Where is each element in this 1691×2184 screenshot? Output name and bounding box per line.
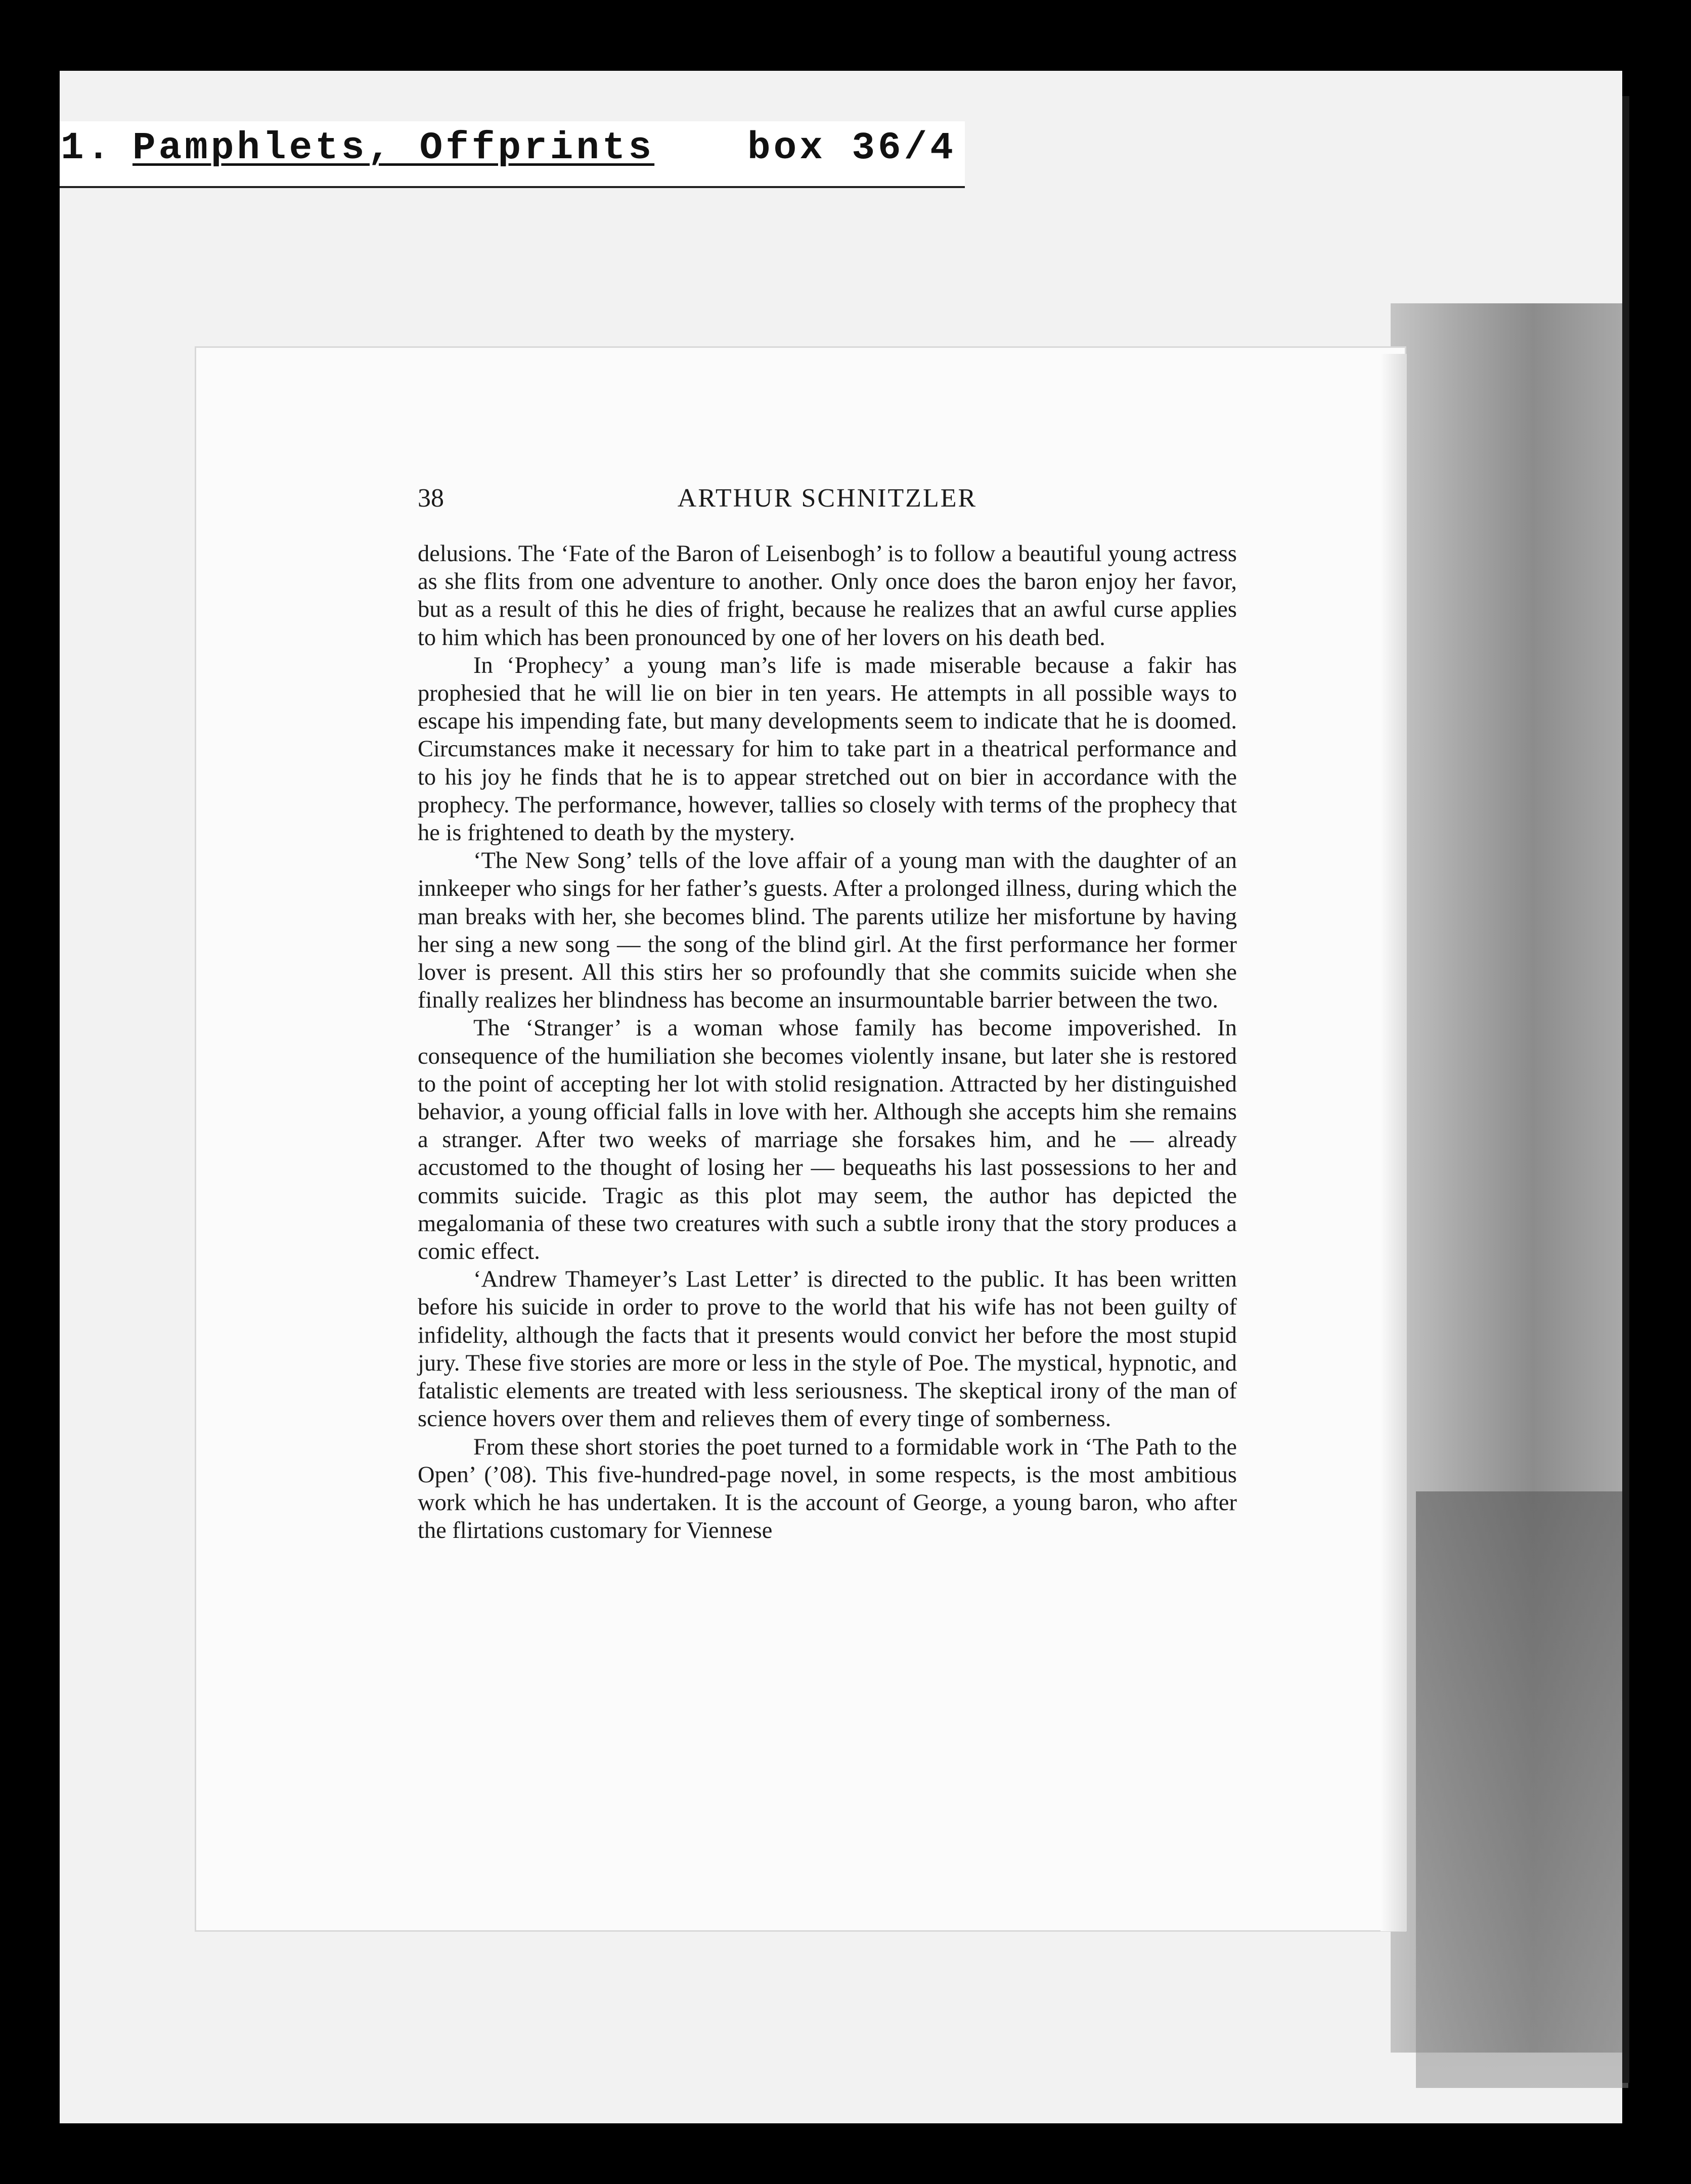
paragraph: delusions. The ‘Fate of the Baron of Leisenbogh’ is to follow a beautiful young actress as she flits from one adventure to another. Only once does the baron enjoy her favor, but as a result of this he dies of fright, because he realizes that an awful curse applies to him which has been pronounced by one of her lovers on his death bed. (418, 541, 1237, 651)
board-right-edge (1622, 96, 1629, 2083)
archive-box-number: box 36/4 (747, 126, 956, 170)
paragraph: ‘The New Song’ tells of the love affair of a young man with the daughter of an innkeeper who sings for her father’s guests. After a prolonged illness, during which the man breaks with her, she becomes blind. The parents utilize her misfortune by having her sing a new song — the song of the blind girl. At the first performance her former lover is present. All this stirs her so profoundly that she commits suicide when she finally realizes her blindness has become an insurmountable barrier between the two. (418, 848, 1237, 1014)
archive-label-title: Pamphlets, Offprints (132, 126, 655, 170)
archive-label-number: 1. (61, 126, 113, 170)
page-edge-shadow (1381, 354, 1407, 1931)
document-page (196, 348, 1405, 1930)
backing-shadow-lower (1416, 1491, 1628, 2088)
paragraph: From these short stories the poet turned to a formidable work in ‘The Path to the Open’ (’08). This five-hundred-page novel, in some respects, is the most ambitious work which he has undertaken. It is the account of George, a young baron, who after the flirtations customary for Viennese (418, 1434, 1237, 1544)
body-text (418, 540, 1237, 1544)
page-number: 38 (418, 484, 444, 513)
paragraph: The ‘Stranger’ is a woman whose family has become impoverished. In consequence of the humiliation she becomes violently insane, but later she is restored to the point of accepting her lot with stolid resignation. Attracted by her distinguished behavior, a young official falls in love with her. Although she accepts him she remains a stranger. After two weeks of marriage she forsakes him, and he — already accustomed to the thought of losing her — bequeaths his last possessions to her and commits suicide. Tragic as this plot may seem, the author has depicted the megalomania of these two creatures with such a subtle irony that the story produces a comic effect. (418, 1015, 1237, 1265)
paragraph: ‘Andrew Thameyer’s Last Letter’ is directed to the public. It has been written before his suicide in order to prove to the world that his wife has not been guilty of infidelity, although the facts that it presents would convict her before the most stupid jury. These five stories are more or less in the style of Poe. The mystical, hypnotic, and fatalistic elements are treated with less seriousness. The skeptical irony of the man of science hovers over them and relieves them of every tinge of somberness. (418, 1266, 1237, 1432)
paragraph: In ‘Prophecy’ a young man’s life is made miserable because a fakir has prophesied that he will lie on bier in ten years. He attempts in all possible ways to escape his impending fate, but many developments seem to indicate that he is doomed. Circumstances make it necessary for him to take part in a theatrical performance and to his joy he finds that he is to appear stretched out on bier in accordance with the prophecy. The performance, however, tallies so closely with terms of the prophecy that he is frightened to death by the mystery. (418, 652, 1237, 846)
page-header (418, 483, 1237, 524)
running-head: ARTHUR SCHNITZLER (677, 484, 977, 513)
